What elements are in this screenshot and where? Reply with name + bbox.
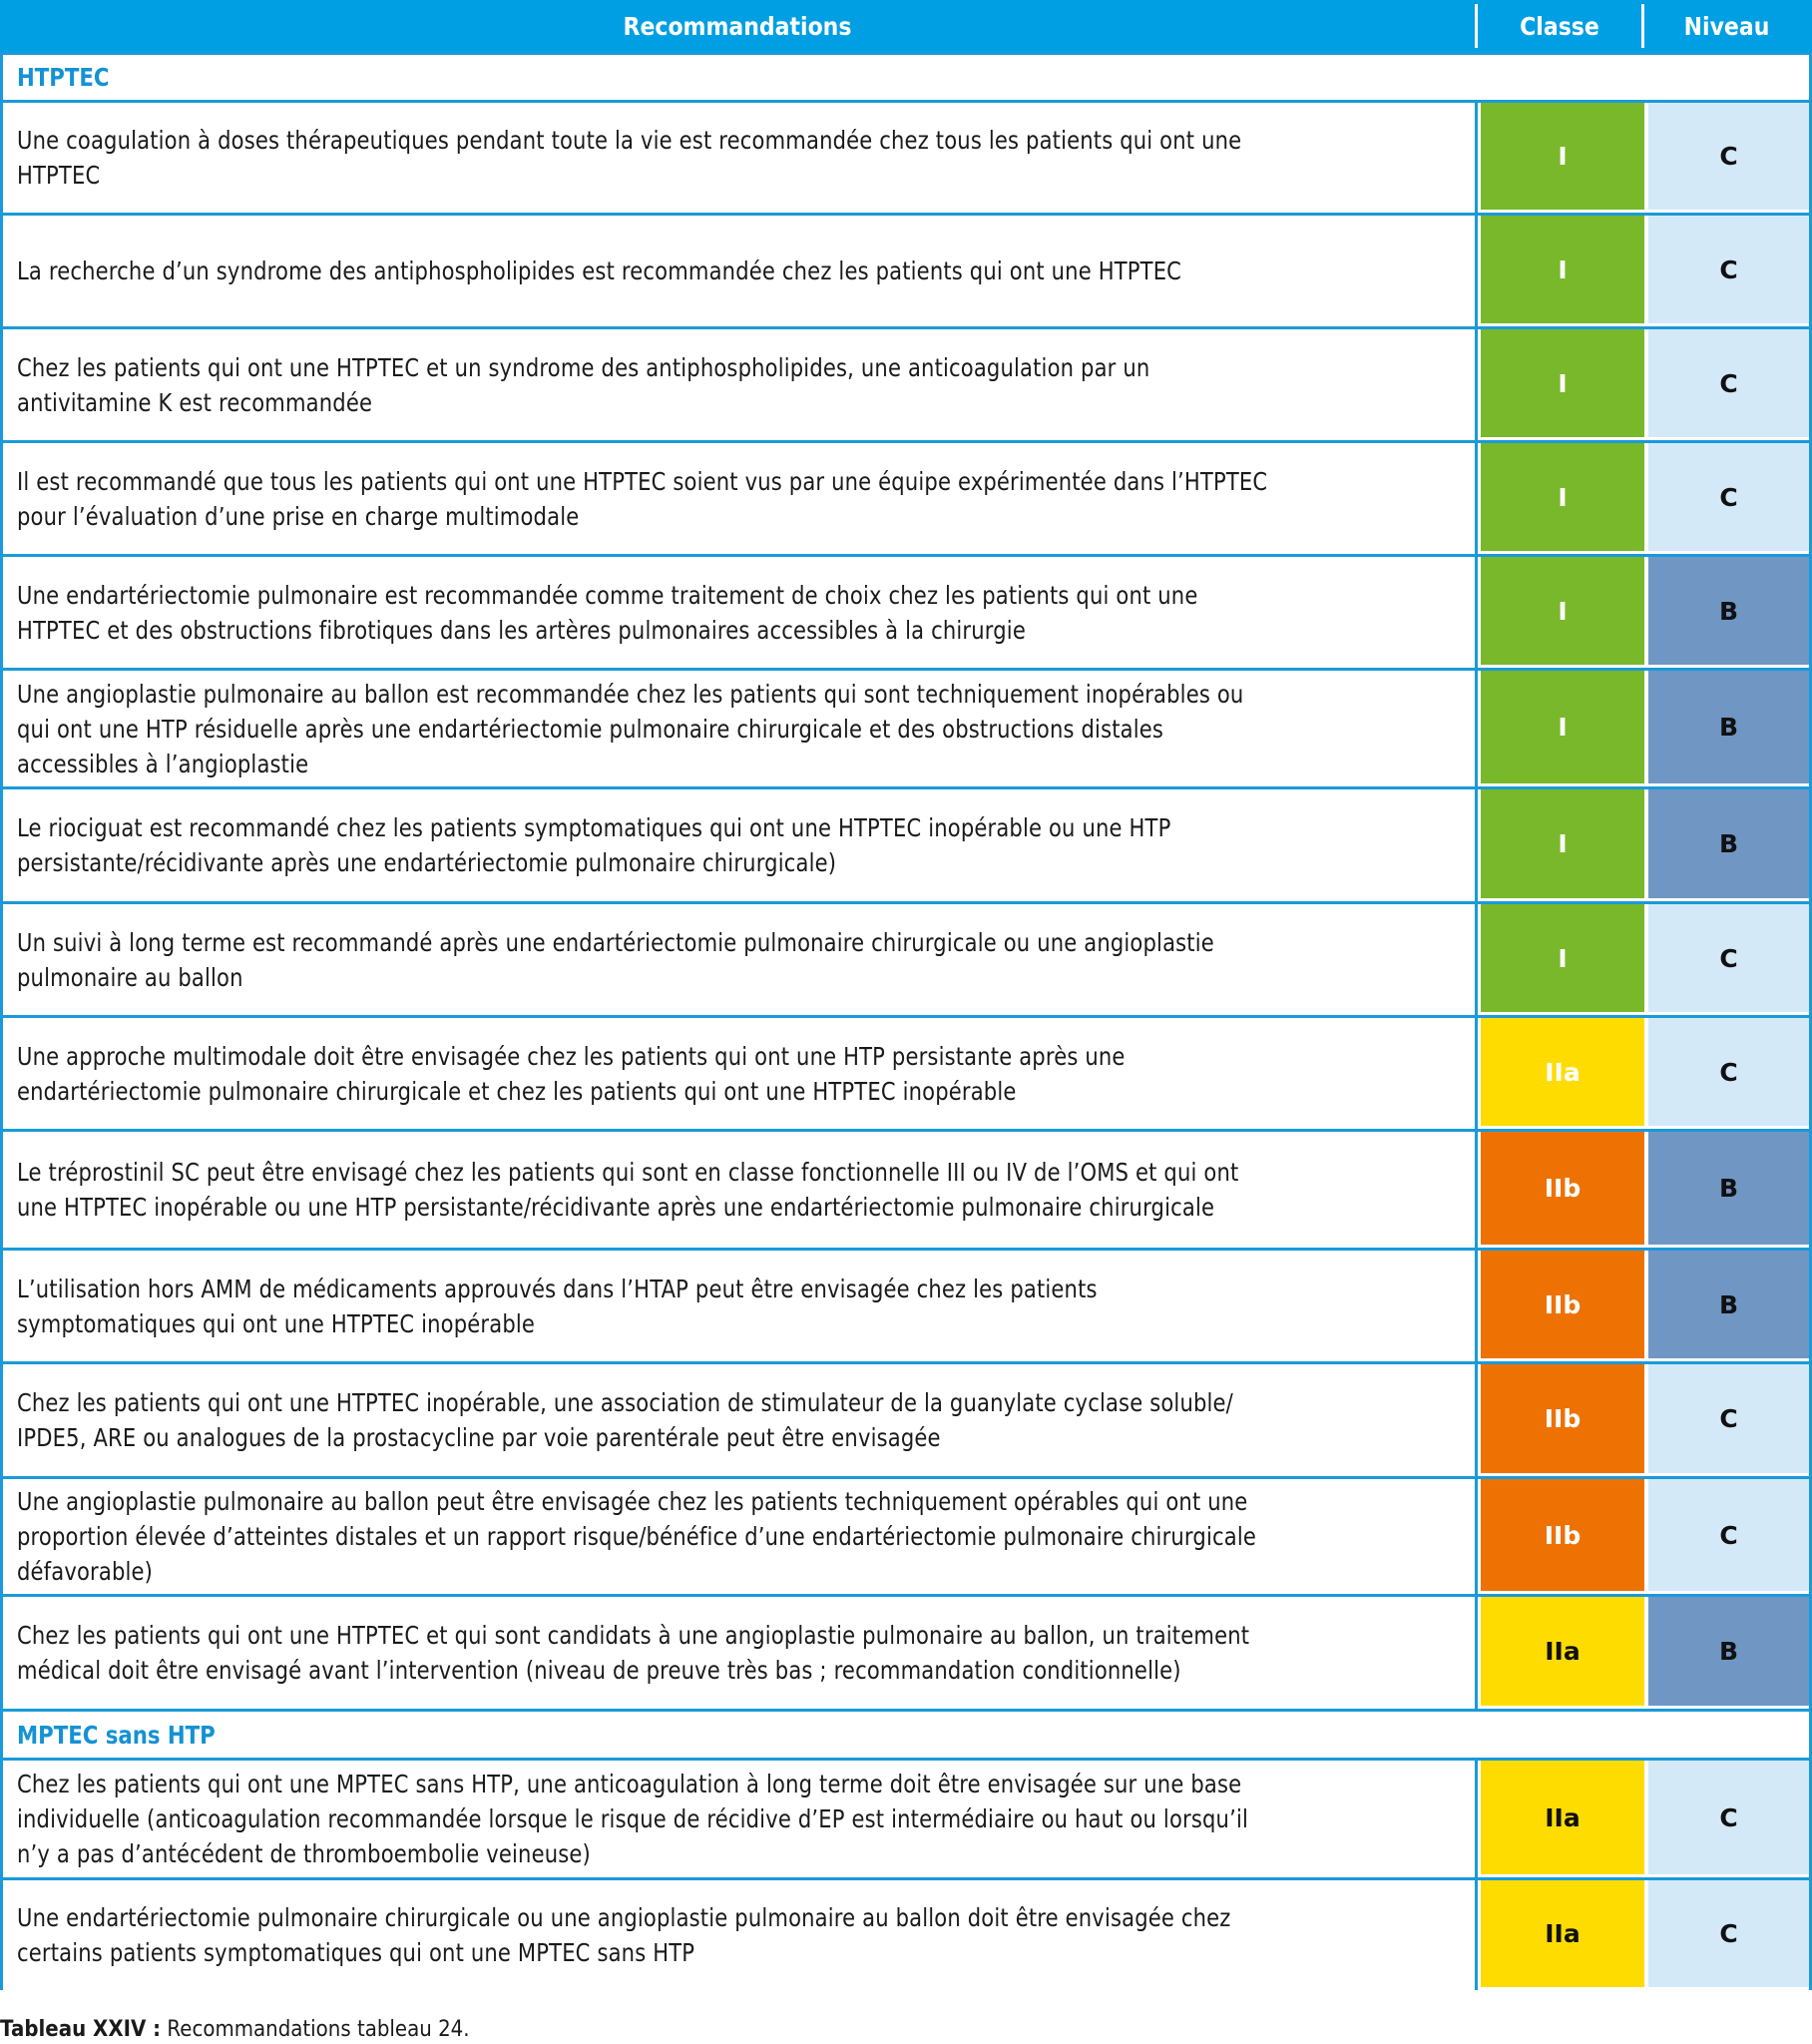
level-badge: B (1648, 557, 1809, 665)
recommendation-cell (3, 557, 1478, 668)
recommendation-text: Le riociguat est recommandé chez les patients symptomatiques qui ont une HTPTEC inopérable ou une HTP persistante/récidivante après une endartériectomie pulmonaire chirurgicale) (17, 813, 1171, 877)
class-badge: IIb (1481, 1251, 1644, 1358)
section-header-row (3, 52, 1809, 100)
recommendation-cell (3, 1018, 1478, 1129)
caption-text: Recommandations tableau 24. (161, 2017, 470, 2042)
recommendation-cell (3, 329, 1478, 440)
table-row (3, 326, 1809, 440)
class-badge: IIa (1481, 1761, 1644, 1874)
class-badge: I (1481, 216, 1644, 323)
level-badge: C (1648, 1880, 1809, 1987)
recommendation-text: Une angioplastie pulmonaire au ballon est recommandée chez les patients qui sont techniquement inopérables ou qui ont une HTP résiduelle après une endartériectomie pulmonaire chirurgicale et des obstructions distales accessibles à l’angioplastie (17, 679, 1244, 778)
recommendation-cell (3, 1479, 1478, 1594)
section-title: MPTEC sans HTP (17, 1720, 216, 1750)
recommendation-cell (3, 789, 1478, 901)
class-badge: I (1481, 557, 1644, 665)
class-badge: IIb (1481, 1479, 1644, 1591)
table-row (3, 213, 1809, 326)
recommendation-cell (3, 216, 1478, 326)
recommendation-text: Une coagulation à doses thérapeutiques pendant toute la vie est recommandée chez tous les patients qui ont une HTPTEC (17, 126, 1242, 190)
level-badge: C (1648, 216, 1809, 323)
level-badge: C (1648, 1479, 1809, 1591)
table-row (3, 1758, 1809, 1877)
table-row (3, 1129, 1809, 1248)
level-badge: C (1648, 443, 1809, 551)
recommendation-text: Chez les patients qui ont une HTPTEC inopérable, une association de stimulateur de la guanylate cyclase soluble/ IPDE5, ARE ou analogues de la prostacycline par voie parentérale peut être envisagée (17, 1388, 1233, 1452)
recommendation-text: Une angioplastie pulmonaire au ballon peut être envisagée chez les patients techniquement opérables qui ont une proportion élevée d’atteintes distales et un rapport risque/bénéfice d’une endartériectomie pulmonaire chirurgicale défavorable) (17, 1487, 1256, 1586)
table-row (3, 1476, 1809, 1594)
class-badge: IIa (1481, 1597, 1644, 1706)
recommendation-cell (3, 671, 1478, 786)
level-badge: B (1648, 671, 1809, 783)
table-row (3, 1594, 1809, 1709)
class-badge: I (1481, 789, 1644, 898)
recommendation-text: Chez les patients qui ont une HTPTEC et un syndrome des antiphospholipides, une anticoagulation par un antivitamine K est recommandée (17, 352, 1150, 417)
recommendation-cell (3, 443, 1478, 554)
class-badge: IIa (1481, 1018, 1644, 1126)
class-badge: IIb (1481, 1132, 1644, 1245)
recommendation-text: La recherche d’un syndrome des antiphospholipides est recommandée chez les patients qui ont une HTPTEC (17, 256, 1182, 285)
table-row (3, 1877, 1809, 1990)
recommendation-cell (3, 1251, 1478, 1361)
recommendation-text: Chez les patients qui ont une HTPTEC et qui sont candidats à une angioplastie pulmonaire au ballon, un traitement médical doit être envisagé avant l’intervention (niveau de preuve très bas ; recommandation conditionnelle) (17, 1621, 1250, 1685)
recommendation-text: Un suivi à long terme est recommandé après une endartériectomie pulmonaire chirurgicale ou une angioplastie pulmonaire au ballon (17, 927, 1214, 992)
recommendation-text: L’utilisation hors AMM de médicaments approuvés dans l’HTAP peut être envisagée chez les patients symptomatiques qui ont une HTPTEC inopérable (17, 1274, 1098, 1338)
table-caption (0, 2017, 470, 2042)
recommendation-text: Il est recommandé que tous les patients qui ont une HTPTEC soient vus par une équipe expérimentée dans l’HTPTEC pour l’évaluation d’une prise en charge multimodale (17, 466, 1268, 531)
class-badge: I (1481, 443, 1644, 551)
caption-label: Tableau XXIV : (0, 2017, 162, 2042)
level-badge: C (1648, 103, 1809, 210)
recommendation-cell (3, 904, 1478, 1015)
class-badge: IIb (1481, 1364, 1644, 1473)
recommendation-text: Une endartériectomie pulmonaire est recommandée comme traitement de choix chez les patients qui ont une HTPTEC et des obstructions fibrotiques dans les artères pulmonaires accessibles à la chirurgie (17, 580, 1198, 645)
level-badge: B (1648, 789, 1809, 898)
recommendation-cell (3, 1761, 1478, 1877)
recommendation-cell (3, 103, 1478, 213)
class-badge: I (1481, 103, 1644, 210)
table-row (3, 1361, 1809, 1476)
recommendation-text: Une endartériectomie pulmonaire chirurgicale ou une angioplastie pulmonaire au ballon doit être envisagée chez certains patients symptomatiques qui ont une MPTEC sans HTP (17, 1903, 1231, 1967)
table-row (3, 100, 1809, 213)
level-badge: B (1648, 1597, 1809, 1706)
class-badge: IIa (1481, 1880, 1644, 1987)
table-row (3, 554, 1809, 668)
section-title: HTPTEC (17, 63, 110, 92)
class-badge: I (1481, 329, 1644, 437)
table-row (3, 668, 1809, 786)
level-badge: C (1648, 1761, 1809, 1874)
recommendation-text: Une approche multimodale doit être envisagée chez les patients qui ont une HTP persistante après une endartériectomie pulmonaire chirurgicale et chez les patients qui ont une HTPTEC inopérable (17, 1041, 1126, 1106)
header-divider (1475, 4, 1478, 48)
level-badge: C (1648, 329, 1809, 437)
header-divider (1641, 4, 1644, 48)
table-row (3, 1248, 1809, 1361)
header-level: Niveau (1683, 12, 1770, 41)
recommendation-text: Chez les patients qui ont une MPTEC sans HTP, une anticoagulation à long terme doit être envisagée sur une base individuelle (anticoagulation recommandée lorsque le risque de récidive d’EP est intermédiaire ou haut ou lorsqu’il n’y a pas d’antécédent de thromboembolie veineuse) (17, 1770, 1248, 1868)
recommendation-cell (3, 1132, 1478, 1248)
table-header (0, 0, 1812, 52)
level-badge: C (1648, 1364, 1809, 1473)
class-badge: I (1481, 671, 1644, 783)
level-badge: B (1648, 1251, 1809, 1358)
table-row (3, 901, 1809, 1015)
table-row (3, 786, 1809, 901)
recommendation-cell (3, 1880, 1478, 1990)
recommendation-text: Le tréprostinil SC peut être envisagé chez les patients qui sont en classe fonctionnelle III ou IV de l’OMS et qui ont une HTPTEC inopérable ou une HTP persistante/récidivante après une endartériectomie pulmonaire chirurgicale (17, 1158, 1239, 1222)
class-badge: I (1481, 904, 1644, 1012)
level-badge: B (1648, 1132, 1809, 1245)
table-row (3, 1015, 1809, 1129)
recommendation-cell (3, 1597, 1478, 1709)
header-class: Classe (1520, 12, 1599, 41)
level-badge: C (1648, 1018, 1809, 1126)
level-badge: C (1648, 904, 1809, 1012)
header-recommendations: Recommandations (623, 12, 852, 41)
table-row (3, 440, 1809, 554)
section-header-row (3, 1709, 1809, 1758)
recommendation-cell (3, 1364, 1478, 1476)
